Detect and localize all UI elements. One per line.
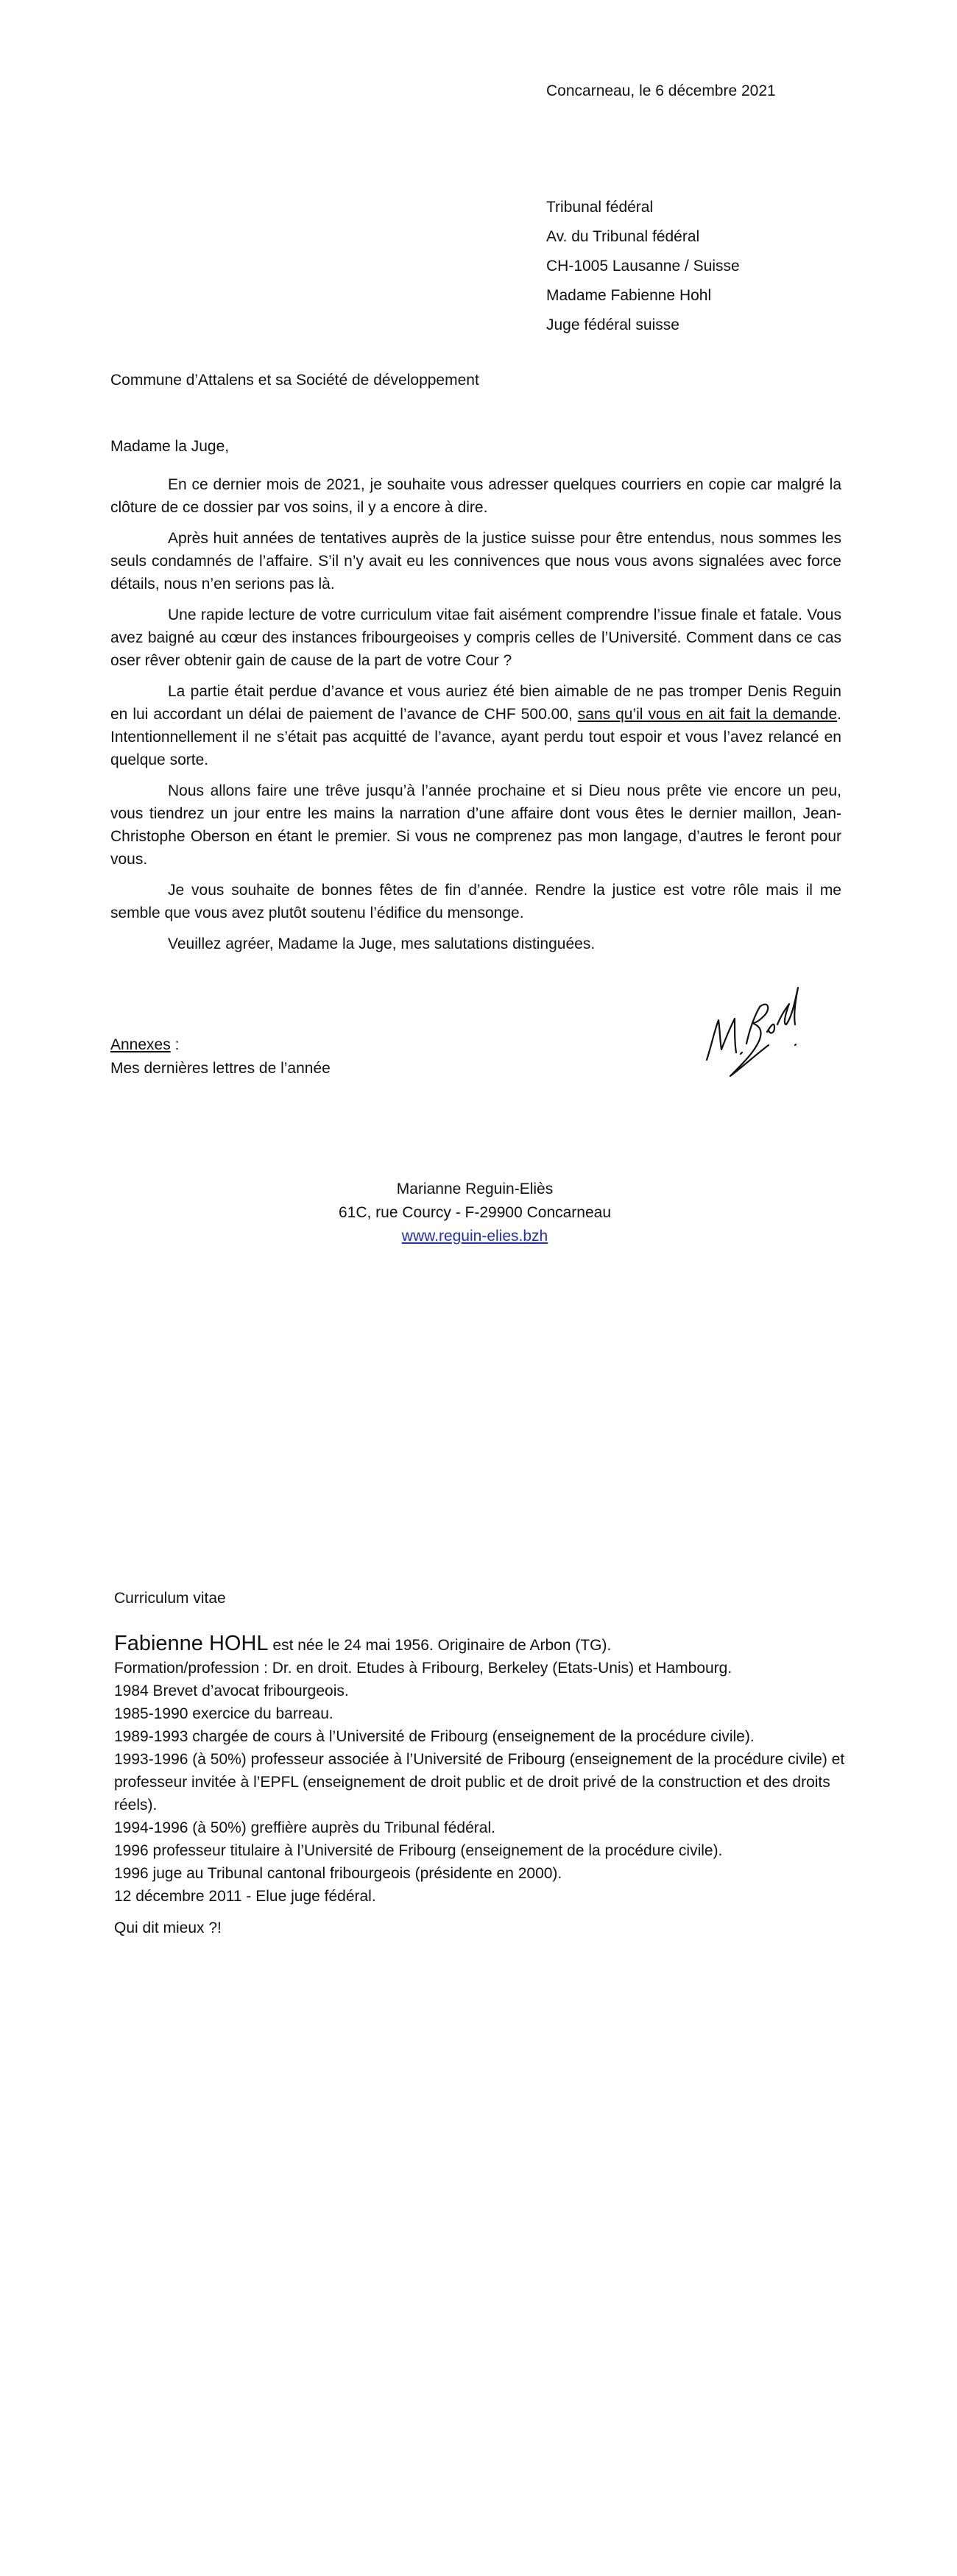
cv-line: Formation/profession : Dr. en droit. Etudes à Fribourg, Berkeley (Etats-Unis) et Hambourg. [114,1660,732,1677]
paragraph: Veuillez agréer, Madame la Juge, mes salutations distinguées. [168,935,596,952]
recipient-address [546,193,740,340]
paragraph: Je vous souhaite de bonnes fêtes de fin d’année. Rendre la justice est votre rôle mais il me semble que vous avez plutôt soutenu l’édifice du mensonge. [110,882,841,921]
cv-line: 1996 professeur titulaire à l’Université de Fribourg (enseignement de la procédure civile). [114,1842,723,1859]
paragraph-text: La partie était perdue d’avance et vous auriez été bien aimable de ne pas tromper Denis Reguin en lui accordant un délai de paiement de l’avance de CHF 500.00, [110,683,841,723]
cv-line: 12 décembre 2011 - Elue juge fédéral. [114,1888,376,1905]
sender-name: Marianne Reguin-Eliès [396,1181,554,1197]
underlined-text: sans qu’il vous en ait fait la demande [577,706,838,723]
handwritten-signature [698,973,808,1083]
annexes [110,1033,331,1080]
annexes-text: Mes dernières lettres de l’année [110,1060,331,1077]
cv-line: 1996 juge au Tribunal cantonal fribourgeois (présidente en 2000). [114,1865,562,1882]
cv-section [114,1632,845,1939]
cv-line: 1993-1996 (à 50%) professeur associée à l’Université de Fribourg (enseignement de la procédure civile) et professeur invitée à l’EPFL (enseignement de droit public et de droit privé de la construction et des droits réels). [114,1751,845,1814]
recipient-line: Madame Fabienne Hohl [546,287,712,304]
cv-line: 1984 Brevet d’avocat fribourgeois. [114,1682,349,1699]
recipient-line: Av. du Tribunal fédéral [546,228,700,245]
letter-body [110,435,841,963]
paragraph: En ce dernier mois de 2021, je souhaite vous adresser quelques courriers en copie car malgré la clôture de ce dossier par vos soins, il y a encore à dire. [110,476,841,516]
paragraph [110,680,841,771]
annexes-heading [110,1033,331,1057]
paragraph: Une rapide lecture de votre curriculum vitae fait aisément comprendre l’issue finale et fatale. Vous avez baigné au cœur des instances fribourgeoises y compris celles de l’Université. Comment dans ce cas oser rêver obtenir gain de cause de la part de votre Cour ? [110,606,841,669]
cv-closing: Qui dit mieux ?! [114,1919,222,1936]
sender-footer [0,1178,950,1248]
paragraph: Après huit années de tentatives auprès de la justice suisse pour être entendus, nous sommes les seuls condamnés de l’affaire. S’il n’y avait eu les connivences que nous vous avons signalées avec force détails, nous n’en serions pas là. [110,530,841,592]
letter-date: Concarneau, le 6 décembre 2021 [546,82,776,99]
website-link[interactable]: www.reguin-elies.bzh [401,1228,548,1245]
annexes-label: Annexes [110,1036,171,1053]
letter-subject: Commune d’Attalens et sa Société de développement [110,372,479,389]
recipient-line: Juge fédéral suisse [546,316,679,333]
cv-line: 1994-1996 (à 50%) greffière auprès du Tribunal fédéral. [114,1819,495,1836]
annexes-colon: : [170,1036,180,1053]
recipient-line: CH-1005 Lausanne / Suisse [546,258,740,275]
cv-name: Fabienne HOHL [114,1632,269,1655]
cv-heading: Curriculum vitae [114,1590,226,1607]
sender-address: 61C, rue Courcy - F-29900 Concarneau [338,1204,612,1221]
paragraph: Nous allons faire une trêve jusqu’à l’année prochaine et si Dieu nous prête vie encore un peu, vous tiendrez un jour entre les mains la narration d’une affaire dont vous êtes le dernier maillon, Jean-Christophe Oberson en étant le premier. Si vous ne comprenez pas mon langage, d’autres le feront pour vous. [110,782,841,868]
recipient-line: Tribunal fédéral [546,199,654,216]
cv-born: est née le 24 mai 1956. Originaire de Arbon (TG). [268,1637,612,1654]
paragraph-text: . Intentionnellement il ne s’était pas acquitté de l’avance, ayant perdu tout espoir et vous l’avez relancé en quelque sorte. [110,706,841,768]
cv-intro [114,1632,845,1657]
cv-line: 1985-1990 exercice du barreau. [114,1705,333,1722]
salutation: Madame la Juge, [110,438,230,455]
cv-line: 1989-1993 chargée de cours à l’Université de Fribourg (enseignement de la procédure civile). [114,1728,755,1745]
